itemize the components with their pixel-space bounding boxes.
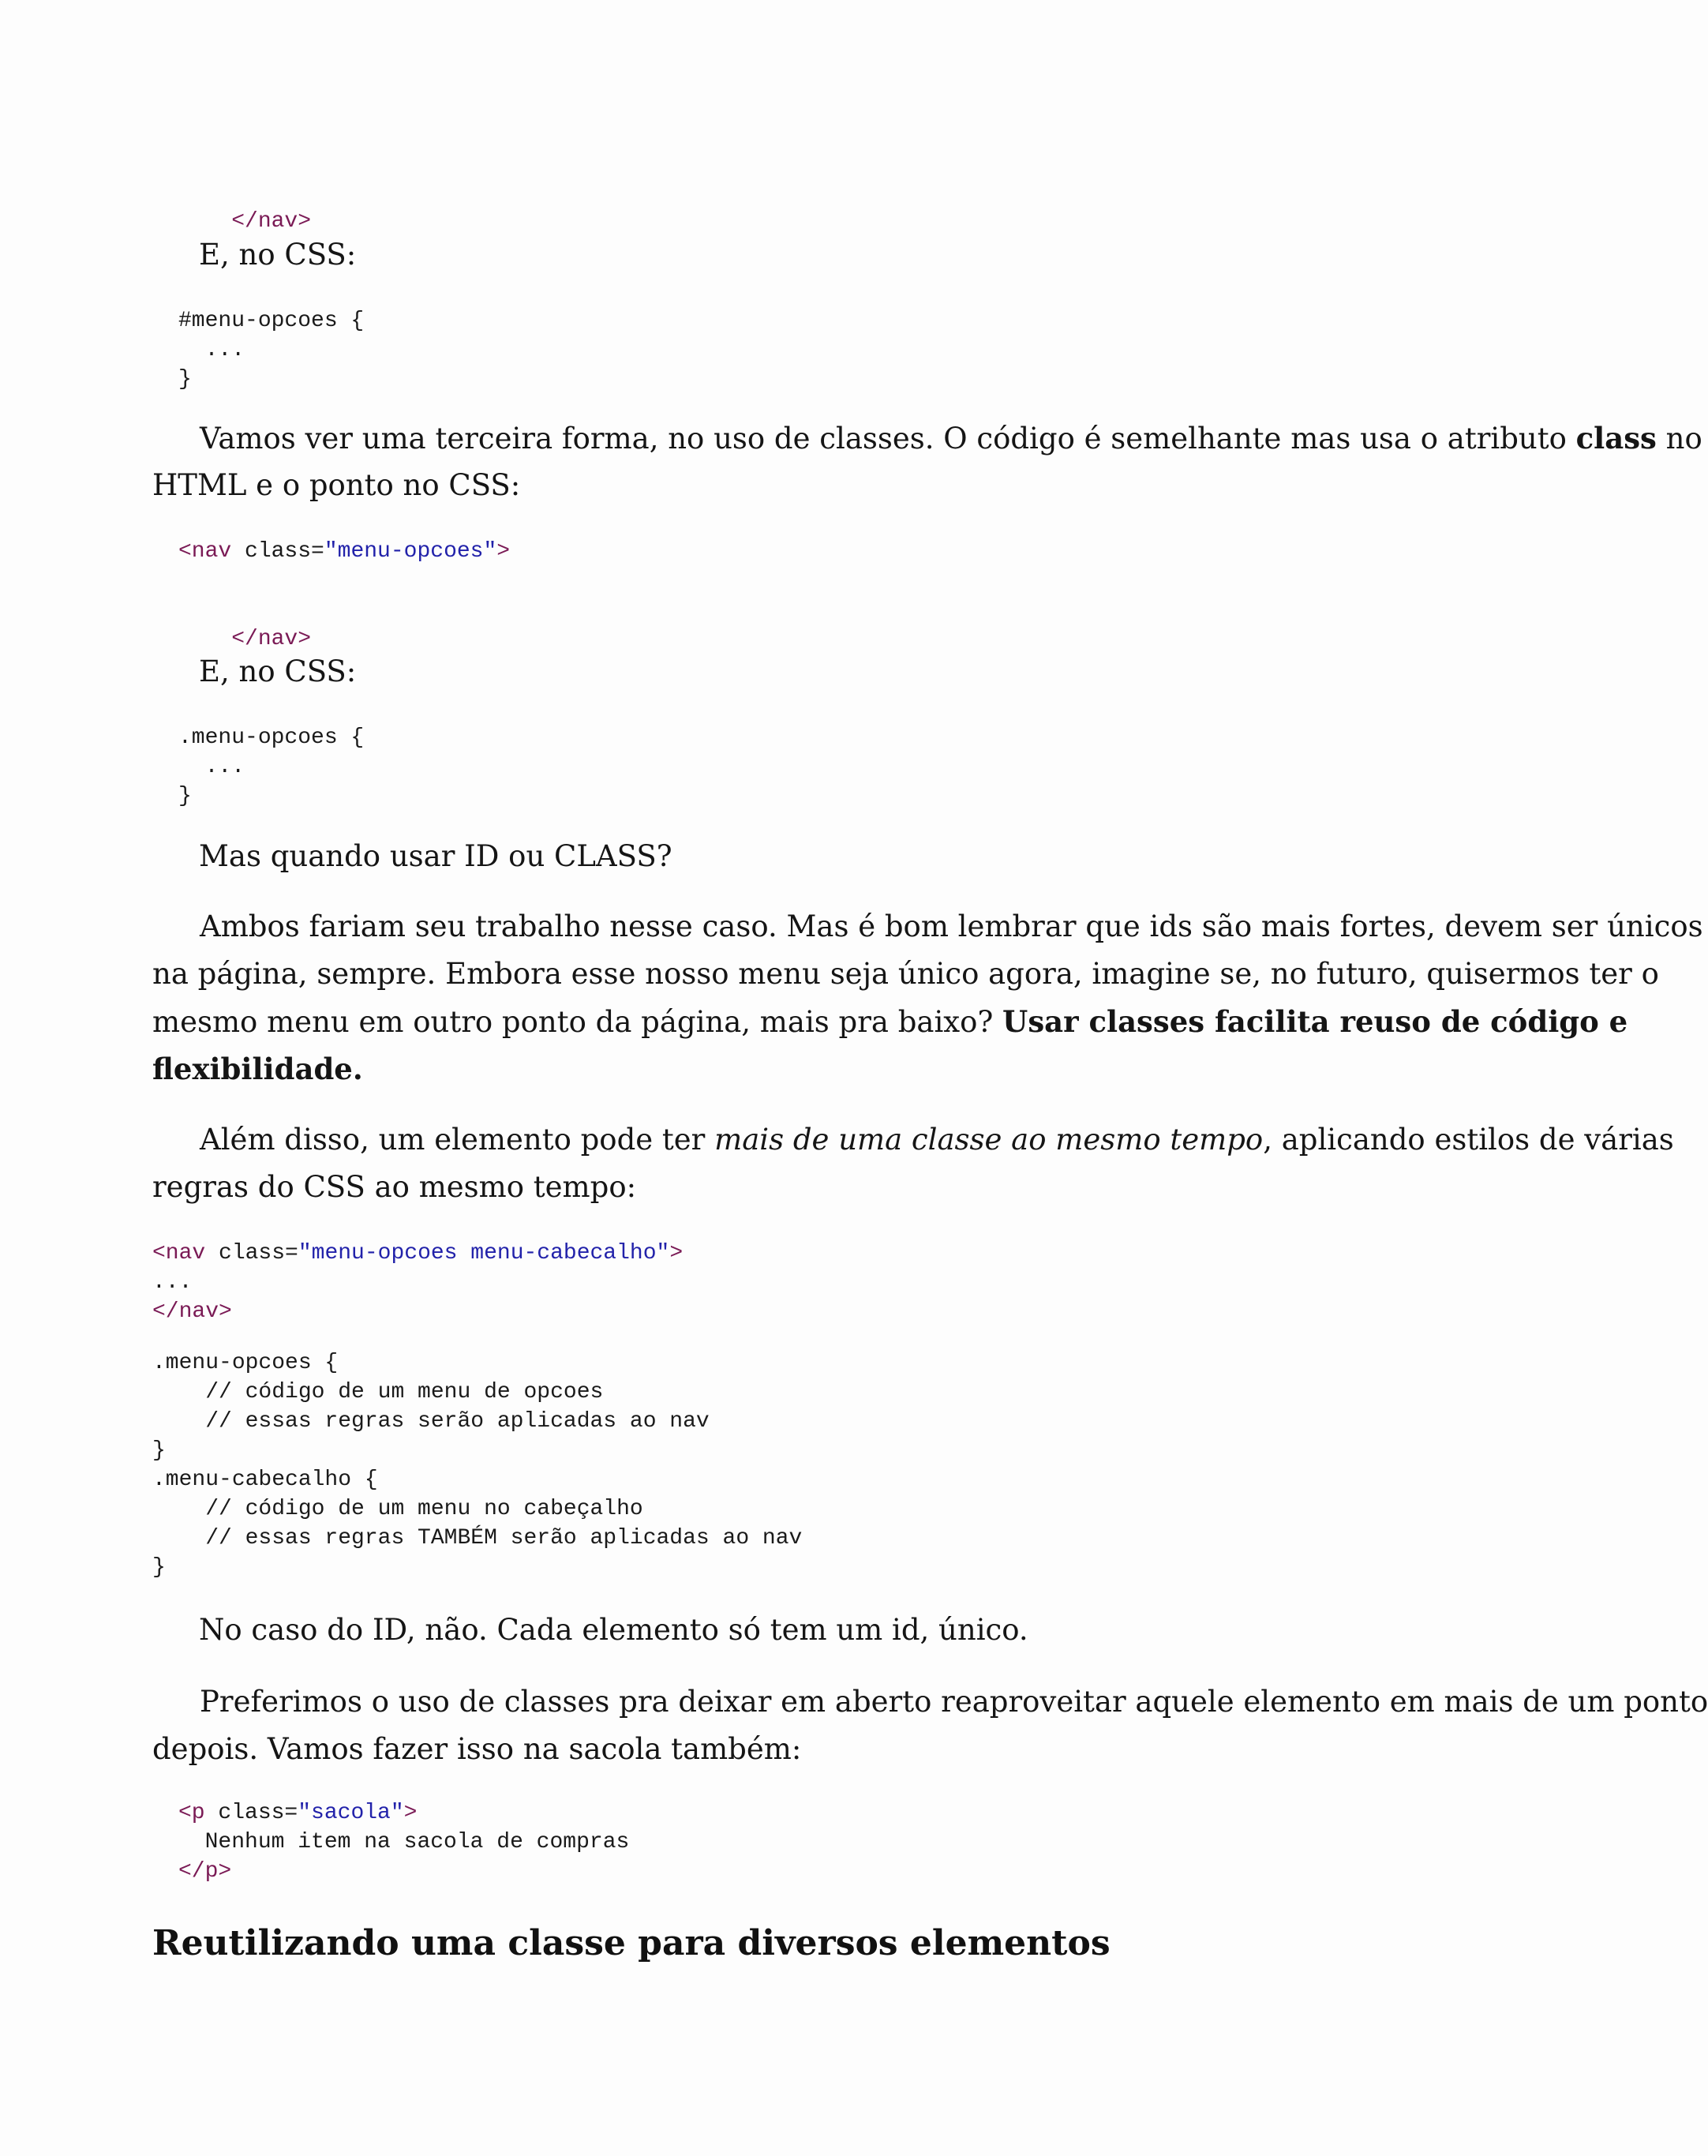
code-line: #menu-opcoes { bbox=[178, 309, 365, 333]
paragraph-ids-vs-classes-line2 bbox=[152, 951, 1659, 998]
code-line: } bbox=[152, 1555, 166, 1580]
code-tag: <p bbox=[178, 1801, 205, 1825]
code-tag: <nav bbox=[178, 539, 232, 564]
paragraph-text: na página, sempre. Embora esse nosso menu seja único agora, imagine se, no futuro, quisermos ter o bbox=[152, 957, 1659, 991]
bold-text: flexibilidade. bbox=[152, 1052, 363, 1086]
bold-text: class bbox=[1575, 421, 1657, 456]
code-line: .menu-cabecalho { bbox=[152, 1468, 378, 1492]
paragraph-prefer-classes bbox=[152, 1678, 1708, 1726]
code-attr: class= bbox=[231, 539, 324, 564]
paragraph-text: E, no CSS: bbox=[199, 238, 357, 272]
paragraph-text: E, no CSS: bbox=[199, 654, 357, 688]
code-tag: > bbox=[496, 539, 511, 564]
paragraph-text: no bbox=[1656, 422, 1702, 456]
code-string: "menu-opcoes menu-cabecalho" bbox=[298, 1241, 670, 1265]
paragraph-css-intro-2 bbox=[199, 648, 356, 696]
code-line: } bbox=[178, 784, 192, 808]
paragraph-text: regras do CSS ao mesmo tempo: bbox=[152, 1170, 637, 1204]
paragraph-prefer-classes-line2 bbox=[152, 1726, 801, 1773]
paragraph-question bbox=[199, 833, 672, 880]
code-attr: class= bbox=[205, 1241, 298, 1265]
code-tag: </nav> bbox=[231, 627, 312, 651]
code-line: } bbox=[178, 367, 192, 392]
paragraph-text: Ambos fariam seu trabalho nesse caso. Mas é bom lembrar que ids são mais fortes, devem ser únicos bbox=[200, 909, 1703, 943]
code-tag: > bbox=[403, 1801, 418, 1825]
paragraph-text: Vamos ver uma terceira forma, no uso de classes. O código é semelhante mas usa o atributo bbox=[200, 422, 1576, 456]
paragraph-ids-vs-classes-line4 bbox=[152, 1045, 363, 1093]
paragraph-text: Preferimos o uso de classes pra deixar em aberto reaproveitar aquele elemento em mais de um ponto bbox=[200, 1685, 1708, 1719]
paragraph-ids-vs-classes-line3 bbox=[152, 998, 1628, 1046]
code-line: ... bbox=[178, 755, 245, 779]
paragraph-multiple-classes bbox=[152, 1116, 1674, 1164]
code-line: // essas regras serão aplicadas ao nav bbox=[152, 1409, 710, 1434]
paragraph-text: Mas quando usar ID ou CLASS? bbox=[199, 839, 672, 873]
code-block-css-class bbox=[178, 723, 364, 811]
code-tag: </p> bbox=[178, 1859, 232, 1884]
section-heading bbox=[152, 1922, 1111, 1966]
code-block-css-id bbox=[178, 306, 364, 394]
code-tag: <nav bbox=[152, 1241, 206, 1265]
code-line: .menu-opcoes { bbox=[178, 726, 365, 750]
italic-text: mais de uma classe ao mesmo tempo bbox=[714, 1123, 1264, 1157]
paragraph-multiple-classes-line2 bbox=[152, 1164, 636, 1211]
code-block-sacola bbox=[178, 1798, 629, 1886]
code-line: ... bbox=[152, 1270, 193, 1295]
paragraph-text: depois. Vamos fazer isso na sacola também: bbox=[152, 1732, 802, 1766]
paragraph-class-intro-line2 bbox=[152, 462, 520, 509]
paragraph-text: HTML e o ponto no CSS: bbox=[152, 468, 521, 502]
code-line: // código de um menu de opcoes bbox=[152, 1380, 604, 1404]
code-string: "sacola" bbox=[298, 1801, 404, 1825]
code-line: } bbox=[152, 1438, 166, 1463]
code-tag: </nav> bbox=[152, 1299, 232, 1324]
heading-text: Reutilizando uma classe para diversos elementos bbox=[152, 1923, 1111, 1963]
paragraph-text: No caso do ID, não. Cada elemento só tem um id, único. bbox=[199, 1613, 1028, 1647]
paragraph-text: , aplicando estilos de várias bbox=[1263, 1123, 1674, 1157]
code-line: ... bbox=[178, 338, 245, 362]
paragraph-text: mesmo menu em outro ponto da página, mais pra baixo? bbox=[152, 1005, 1003, 1039]
code-line: </nav> bbox=[231, 209, 312, 234]
code-line: Nenhum item na sacola de compras bbox=[178, 1830, 630, 1854]
code-line: // essas regras TAMBÉM serão aplicadas ao nav bbox=[152, 1526, 803, 1550]
paragraph-css-intro bbox=[199, 231, 356, 279]
code-attr: class= bbox=[204, 1801, 298, 1825]
paragraph-ids-vs-classes bbox=[152, 903, 1703, 951]
code-line: .menu-opcoes { bbox=[152, 1351, 339, 1375]
code-tag: > bbox=[669, 1241, 684, 1265]
paragraph-class-intro bbox=[152, 414, 1702, 463]
code-block-css-multi-class bbox=[152, 1348, 802, 1582]
paragraph-text: Além disso, um elemento pode ter bbox=[200, 1123, 715, 1157]
code-block-nav-class bbox=[178, 537, 510, 566]
code-block-nav-multi-class bbox=[152, 1239, 683, 1326]
code-string: "menu-opcoes" bbox=[324, 539, 497, 564]
bold-text: Usar classes facilita reuso de código e bbox=[1002, 1004, 1628, 1039]
code-line: // código de um menu no cabeçalho bbox=[152, 1497, 643, 1521]
paragraph-id-unique bbox=[199, 1607, 1028, 1654]
